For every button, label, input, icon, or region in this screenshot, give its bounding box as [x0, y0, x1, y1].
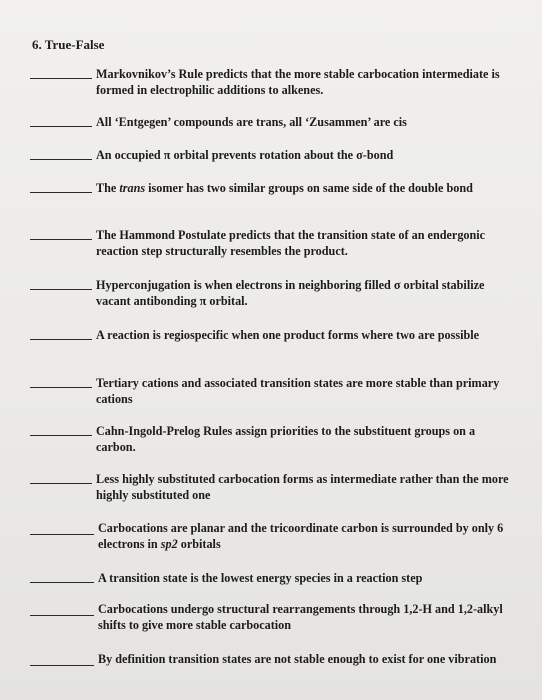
question-text: The trans isomer has two similar groups on same side of the double bond	[96, 181, 473, 195]
answer-blank[interactable]	[30, 483, 92, 484]
question-text: A transition state is the lowest energy species in a reaction step	[98, 571, 423, 585]
question-text: Cahn-Ingold-Prelog Rules assign priorities to the substituent groups on a carbon.	[96, 424, 476, 454]
answer-blank[interactable]	[30, 582, 94, 583]
question-text: Less highly substituted carbocation forms as intermediate rather than the more highly substituted one	[96, 472, 509, 502]
question-text: A reaction is regiospecific when one product forms where two are possible	[96, 328, 480, 342]
question-text: Carbocations are planar and the tricoordinate carbon is surrounded by only 6 electrons in sp2 orbitals	[98, 521, 504, 551]
answer-blank[interactable]	[30, 339, 92, 340]
answer-blank[interactable]	[30, 78, 92, 79]
answer-blank[interactable]	[30, 387, 92, 388]
answer-blank[interactable]	[30, 239, 92, 240]
question-text: All ‘Entgegen’ compounds are trans, all ‘Zusammen’ are cis	[96, 115, 407, 129]
section-heading: 6. True-False	[32, 37, 105, 52]
answer-blank[interactable]	[30, 534, 94, 535]
question-text: An occupied π orbital prevents rotation about the σ-bond	[96, 148, 394, 162]
answer-blank[interactable]	[30, 126, 92, 127]
question-text: Markovnikov’s Rule predicts that the more stable carbocation intermediate is formed in electrophilic additions to alkenes.	[96, 67, 500, 97]
answer-blank[interactable]	[30, 615, 94, 616]
answer-blank[interactable]	[30, 665, 94, 666]
answer-blank[interactable]	[30, 435, 92, 436]
question-text: Tertiary cations and associated transition states are more stable than primary cations	[96, 376, 500, 406]
answer-blank[interactable]	[30, 159, 92, 160]
question-text: Hyperconjugation is when electrons in neighboring filled σ orbital stabilize vacant antibonding π orbital.	[96, 278, 485, 308]
answer-blank[interactable]	[30, 289, 92, 290]
answer-blank[interactable]	[30, 192, 92, 193]
question-text: By definition transition states are not stable enough to exist for one vibration	[98, 652, 497, 666]
question-text: The Hammond Postulate predicts that the transition state of an endergonic reaction step structurally resembles the product.	[96, 228, 486, 258]
question-text: Carbocations undergo structural rearrangements through 1,2-H and 1,2-alkyl shifts to give more stable carbocation	[98, 602, 503, 632]
